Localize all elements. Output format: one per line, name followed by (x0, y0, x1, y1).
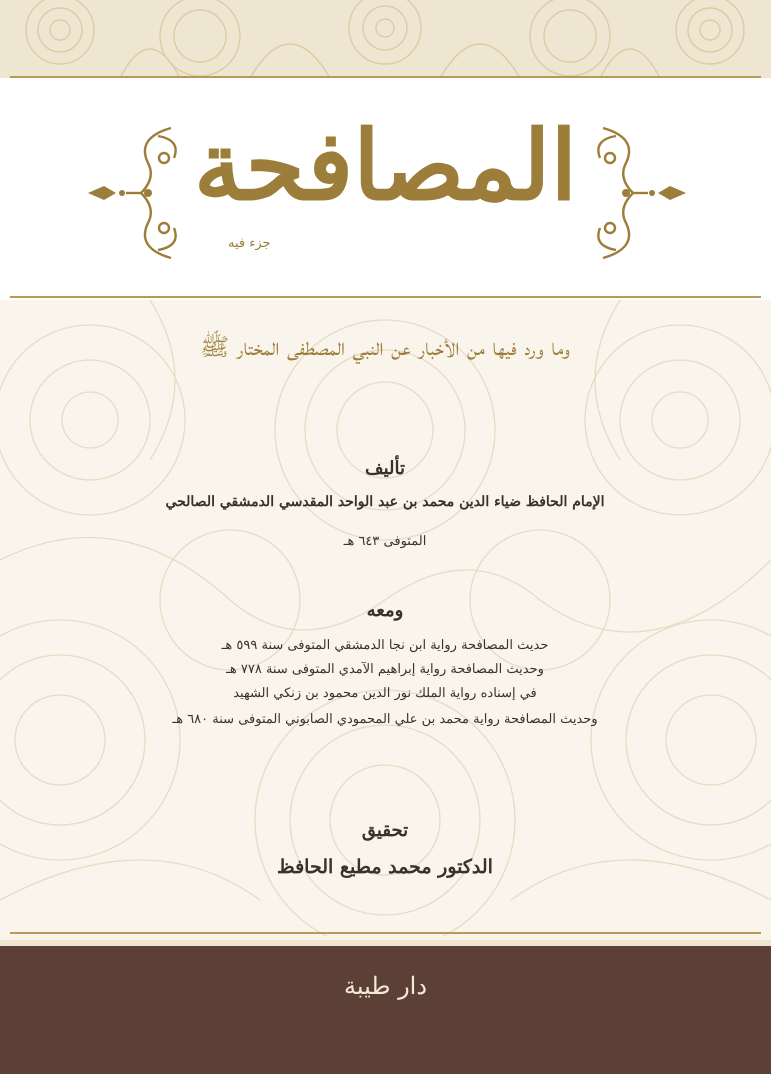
book-subtitle: وما ورد فيها من الأخبار عن النبي المصطفى المختار ﷺ (200, 333, 570, 361)
author-death-date: المتوفى ٦٤٣ هـ (343, 534, 427, 549)
book-title: المصافحة (193, 109, 578, 222)
top-lace-band (0, 0, 771, 78)
publisher-band-edge (0, 940, 771, 946)
title-bottom-gold-rule (10, 296, 761, 298)
bottom-gold-rule (10, 932, 761, 934)
appended-work-4: وحديث المصافحة رواية محمد بن علي المحمودي الصابوني المتوفى سنة ٦٨٠ هـ (172, 712, 598, 727)
appended-work-2: وحديث المصافحة رواية إبراهيم الآمدي المتوفى سنة ٧٧٨ هـ (226, 662, 544, 677)
publisher-name: دار طيبة (343, 972, 428, 1000)
publisher-band (0, 940, 771, 1074)
appended-work-1: حديث المصافحة رواية ابن نجا الدمشقي المتوفى سنة ٥٩٩ هـ (221, 638, 549, 653)
title-note: جزء فيه (228, 236, 271, 251)
appended-work-3: في إسناده رواية الملك نور الدين محمود بن زنكي الشهيد (233, 686, 537, 701)
with-label: ومعه (366, 600, 404, 621)
editor-name: الدكتور محمد مطيع الحافظ (277, 856, 493, 878)
top-lace-pattern (0, 0, 771, 78)
authorship-label: تأليف (364, 458, 406, 479)
editing-label: تحقيق (361, 820, 409, 841)
author-name: الإمام الحافظ ضياء الدين محمد بن عبد الواحد المقدسي الدمشقي الصالحي (165, 494, 605, 510)
